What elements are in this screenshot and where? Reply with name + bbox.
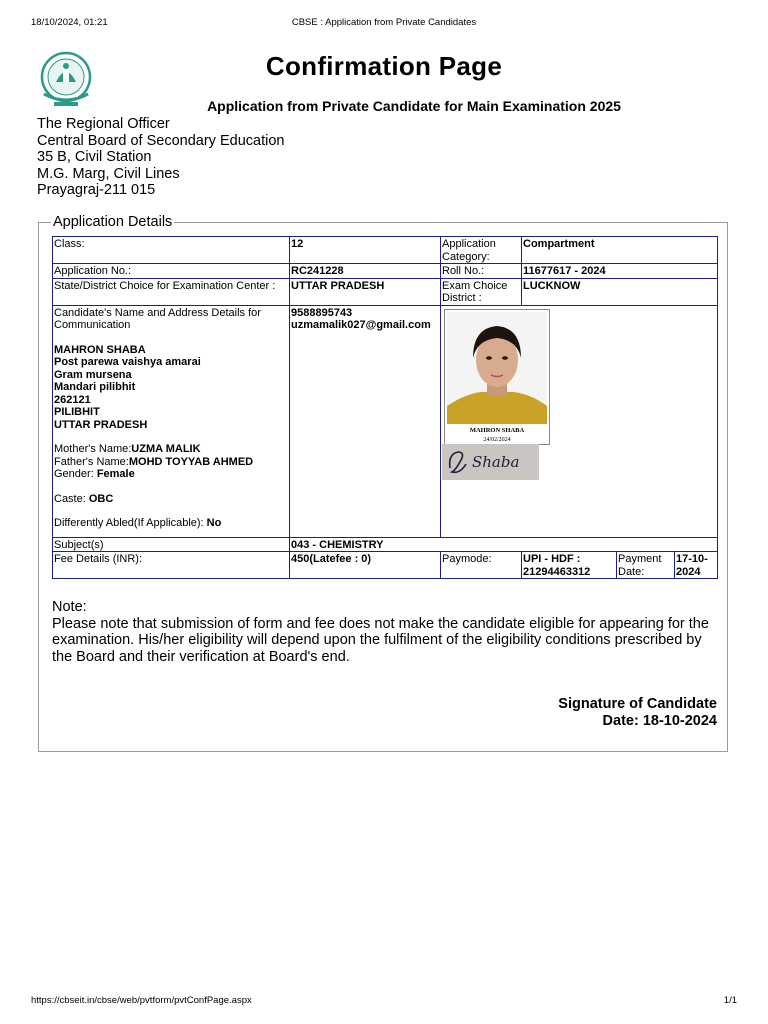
- print-page-count: 1/1: [723, 995, 737, 1006]
- mother-name-label: Mother's Name:: [54, 443, 132, 455]
- fee-label: Fee Details (INR):: [53, 552, 290, 579]
- center-choice-label: State/District Choice for Examination Center :: [53, 278, 290, 305]
- roll-no-value: 11677617 - 2024: [522, 264, 718, 279]
- signature-date: Date: 18-10-2024: [602, 712, 717, 729]
- photo-cell: [441, 305, 718, 537]
- contact-cell: [290, 305, 441, 537]
- address-line: 35 B, Civil Station: [37, 149, 152, 165]
- differently-abled-label: Differently Abled(If Applicable):: [54, 517, 207, 529]
- candidate-address-cell: [53, 305, 290, 537]
- email-address: uzmamalik027@gmail.com: [291, 319, 431, 331]
- gender-label: Gender:: [54, 468, 97, 480]
- page-subtitle: Application from Private Candidate for Main Examination 2025: [207, 98, 621, 114]
- table-row: [53, 264, 718, 279]
- phone-number: 9588895743: [291, 306, 353, 319]
- mother-name-row: [54, 443, 288, 456]
- center-choice-value: UTTAR PRADESH: [290, 278, 441, 305]
- paymode-label: Paymode:: [441, 552, 522, 579]
- table-row: [53, 278, 718, 305]
- table-row: [53, 305, 718, 537]
- subject-value: 043 - CHEMISTRY: [290, 537, 718, 552]
- differently-abled-row: [54, 517, 288, 530]
- gender-row: [54, 468, 288, 481]
- address-state: UTTAR PRADESH: [54, 418, 148, 431]
- note-heading: Note:: [52, 599, 87, 615]
- candidate-signature-image: [442, 444, 539, 480]
- print-datetime: 18/10/2024, 01:21: [31, 17, 108, 28]
- category-value: Compartment: [522, 237, 718, 264]
- payment-date-value: 17-10-2024: [675, 552, 718, 579]
- page-title: Confirmation Page: [265, 51, 503, 81]
- paymode-value: UPI - HDF : 21294463312: [522, 552, 617, 579]
- application-no-value: RC241228: [290, 264, 441, 279]
- signature-block: [558, 696, 717, 729]
- father-name-label: Father's Name:: [54, 455, 129, 468]
- category-label: Application Category:: [441, 237, 522, 264]
- addressee-block: [37, 116, 284, 199]
- roll-no-label: Roll No.:: [441, 264, 522, 279]
- application-details-legend: Application Details: [53, 214, 173, 230]
- note-text: Please note that submission of form and fee does not make the candidate eligible for appearing for the examination. His/her eligibility will depend upon the fulfilment of the eligibility conditions prescribed by the Board and their verification at Board's end.: [52, 615, 709, 665]
- subject-label: Subject(s): [53, 537, 290, 552]
- address-line: Gram mursena: [54, 368, 132, 381]
- signature-text: Shaba: [472, 452, 520, 471]
- father-name-value: MOHD TOYYAB AHMED: [128, 455, 254, 468]
- father-name-row: [54, 456, 288, 469]
- address-pin: 262121: [54, 393, 91, 406]
- differently-abled-value: No: [206, 517, 222, 529]
- payment-date-label: Payment Date:: [617, 552, 675, 579]
- caste-row: [54, 493, 288, 506]
- table-row: [53, 537, 718, 552]
- caste-value: OBC: [88, 492, 114, 505]
- note-block: [52, 599, 716, 665]
- class-value: 12: [290, 237, 441, 264]
- candidate-photo: [444, 309, 550, 445]
- signature-label: Signature of Candidate: [558, 696, 717, 712]
- print-page-title: CBSE : Application from Private Candidates: [291, 17, 477, 28]
- address-line: Central Board of Secondary Education: [37, 132, 285, 149]
- address-line: M.G. Marg, Civil Lines: [37, 165, 180, 182]
- application-details-table: [52, 236, 718, 579]
- communication-label: Candidate's Name and Address Details for Communication: [54, 306, 261, 331]
- photo-caption-name: MAHRON SHABA: [469, 426, 525, 434]
- candidate-name: MAHRON SHABA: [54, 343, 146, 356]
- class-label: Class:: [53, 237, 290, 264]
- address-city: PILIBHIT: [54, 406, 100, 418]
- fee-value: 450(Latefee : 0): [290, 552, 441, 579]
- caste-label: Caste:: [54, 492, 89, 505]
- exam-district-label: Exam Choice District :: [441, 278, 522, 305]
- address-line: Prayagraj-211 015: [37, 182, 156, 198]
- print-url: https://cbseit.in/cbse/web/pvtform/pvtConfPage.aspx: [31, 995, 252, 1006]
- exam-district-value: LUCKNOW: [522, 278, 718, 305]
- address-line: The Regional Officer: [37, 116, 170, 132]
- table-row: [53, 237, 718, 264]
- address-line: Mandari pilibhit: [54, 381, 136, 393]
- address-line: Post parewa vaishya amarai: [54, 356, 201, 368]
- application-no-label: Application No.:: [53, 264, 290, 279]
- table-row: [53, 552, 718, 579]
- gender-value: Female: [96, 468, 135, 480]
- photo-caption-date: 24/02/2024: [483, 436, 511, 443]
- mother-name-value: UZMA MALIK: [131, 443, 201, 455]
